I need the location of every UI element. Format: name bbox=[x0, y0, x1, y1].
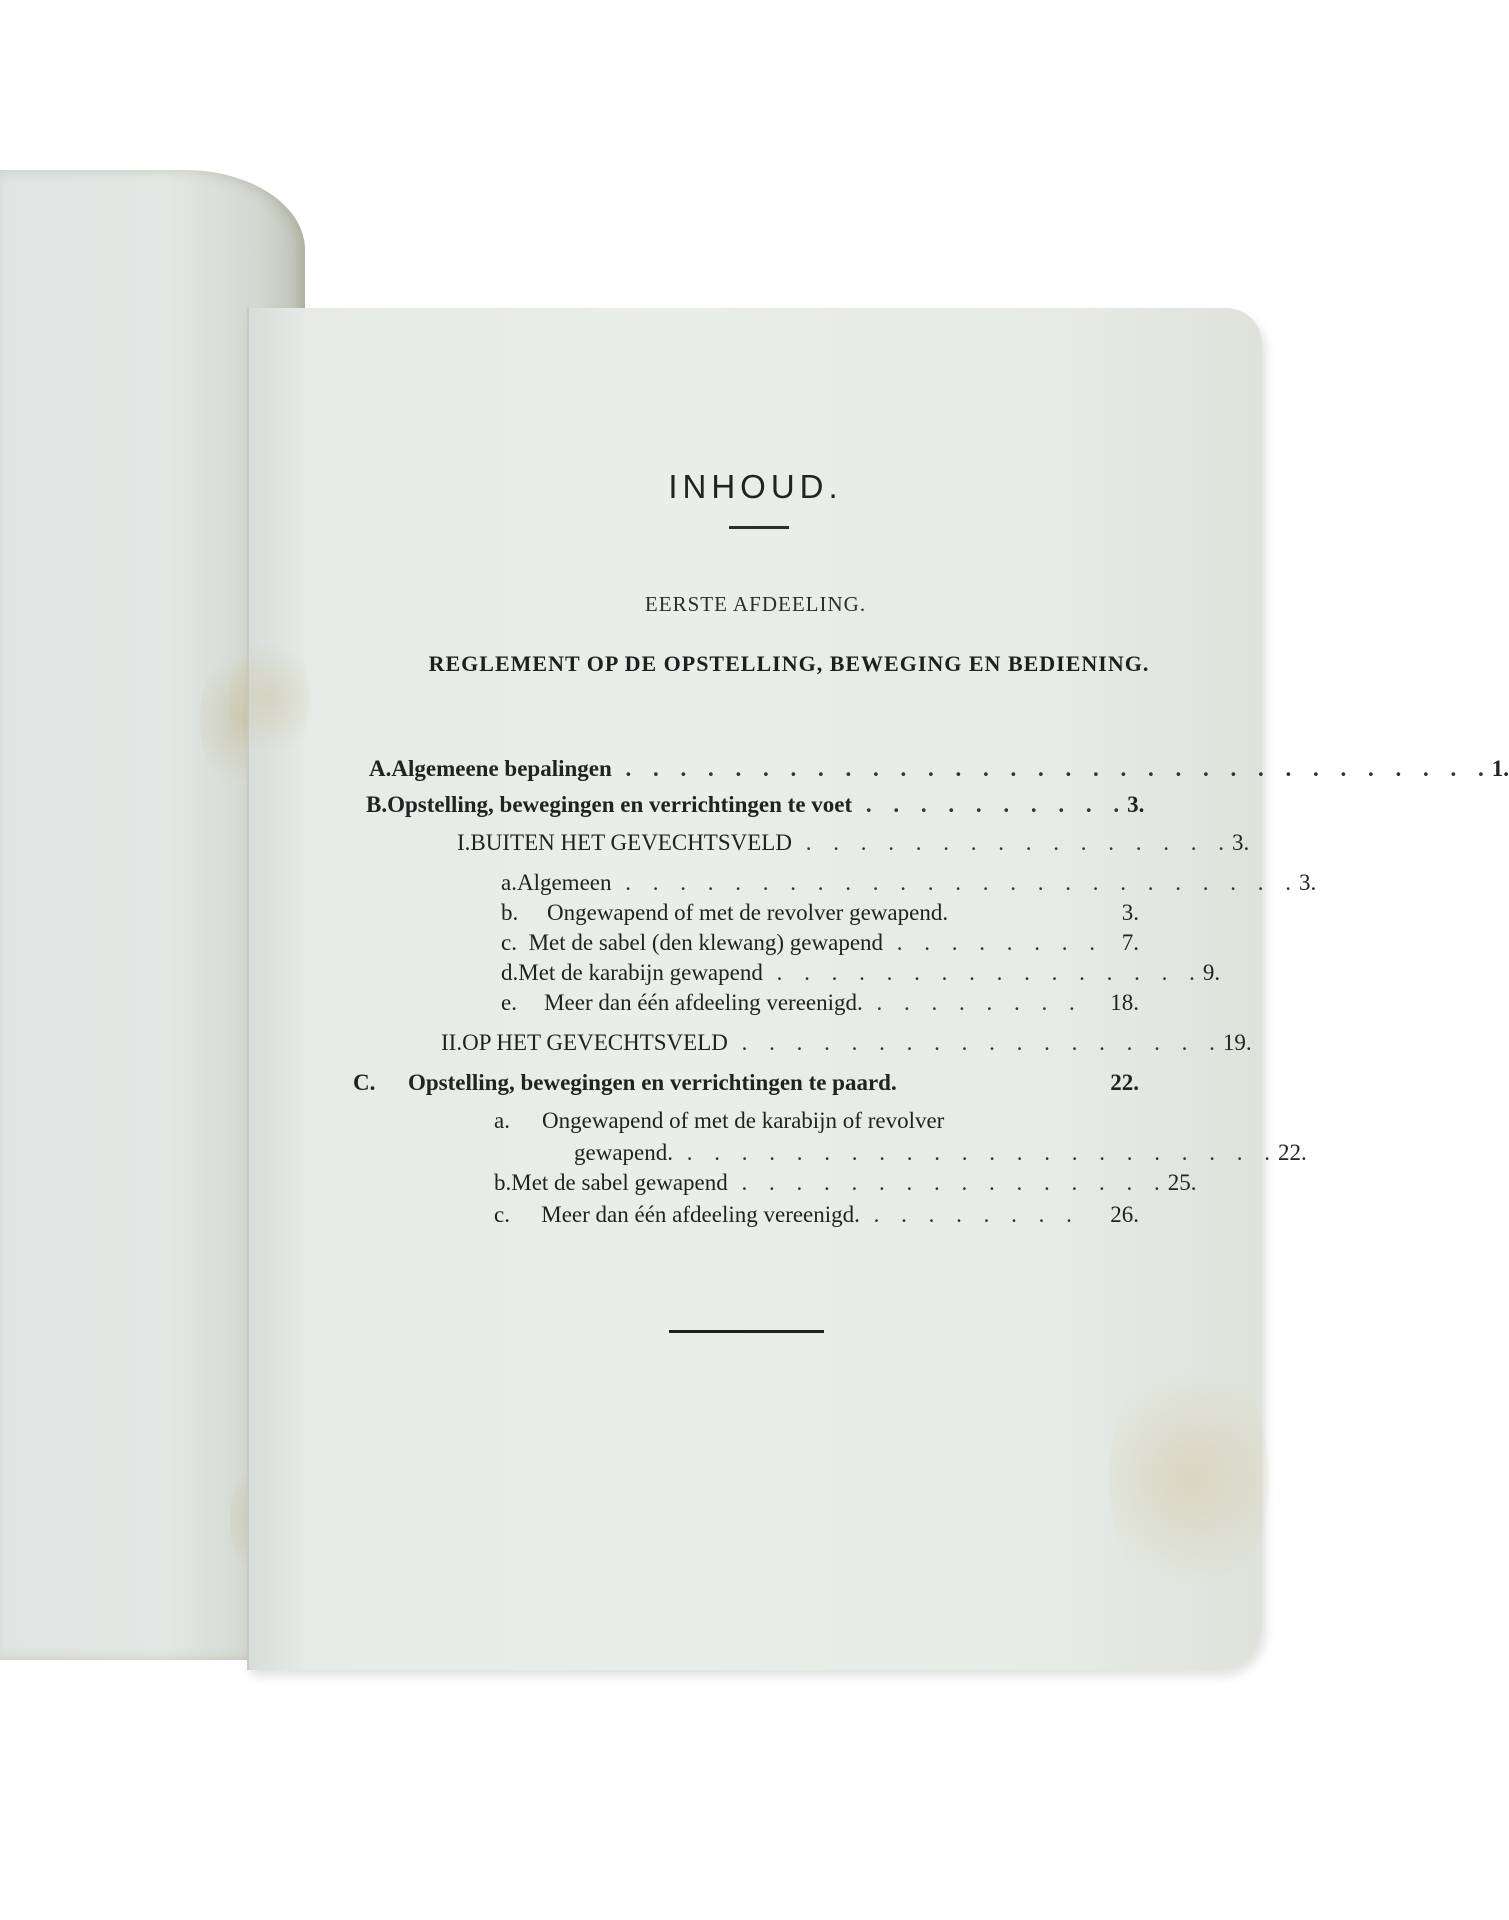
toc-marker: B. bbox=[366, 792, 388, 817]
toc-marker: c. bbox=[501, 930, 517, 955]
toc-marker: a. bbox=[501, 870, 517, 895]
toc-marker: I. bbox=[457, 830, 471, 855]
toc-marker: b. bbox=[501, 900, 519, 925]
leader-dots: . . . . . . . . . . . . . . . . bbox=[762, 960, 1203, 985]
toc-label: Meer dan één afdeeling vereenigd. bbox=[544, 990, 863, 1015]
toc-page: 18. bbox=[1110, 990, 1139, 1015]
toc-page: 1. bbox=[1491, 756, 1509, 781]
toc-label: Met de sabel (den klewang) gewapend bbox=[528, 930, 884, 955]
closing-rule bbox=[669, 1330, 824, 1333]
toc-label: Ongewapend of met de karabijn of revolver bbox=[542, 1108, 945, 1133]
toc-marker: II. bbox=[441, 1030, 463, 1055]
toc-entry bbox=[369, 756, 1509, 782]
toc-entry bbox=[501, 960, 1221, 986]
toc-label: Met de sabel gewapend bbox=[511, 1170, 728, 1195]
toc-page: 7. bbox=[1121, 930, 1139, 955]
toc-page: 3. bbox=[1298, 870, 1317, 895]
toc-page: 26. bbox=[1110, 1202, 1139, 1227]
toc-label: Ongewapend of met de revolver gewapend. bbox=[547, 900, 949, 925]
toc-page: 25. bbox=[1167, 1170, 1197, 1195]
toc-label: Algemeene bepalingen bbox=[391, 756, 612, 781]
toc-entry bbox=[501, 870, 1317, 896]
leader-dots: . . . . . . . . bbox=[883, 930, 1104, 955]
leader-dots: . . . . . . . . . . bbox=[852, 792, 1128, 817]
page-title: INHOUD. bbox=[668, 468, 843, 505]
toc-label: OP HET GEVECHTSVELD bbox=[462, 1030, 728, 1055]
title-rule bbox=[729, 526, 789, 529]
toc-entry bbox=[574, 1140, 1307, 1166]
toc-page: 22. bbox=[1278, 1140, 1307, 1165]
toc-marker: e. bbox=[501, 990, 517, 1015]
right-page bbox=[247, 308, 1509, 1670]
toc-marker: d. bbox=[501, 960, 519, 985]
leader-dots: . . . . . . . . . . . . . . . . . . . . . . . . . . . . . . . . bbox=[611, 756, 1492, 781]
toc-marker: C. bbox=[353, 1070, 376, 1095]
toc-label: BUITEN HET GEVECHTSVELD bbox=[470, 830, 792, 855]
toc-entry bbox=[494, 1202, 1139, 1228]
toc-label: Opstelling, bewegingen en verrichtingen te paard. bbox=[408, 1070, 897, 1095]
section-heading: REGLEMENT OP DE OPSTELLING, BEWEGING EN BEDIENING. bbox=[428, 651, 1150, 676]
leader-dots: . . . . . . . . . . . . . . . . bbox=[791, 830, 1232, 855]
toc-entry bbox=[501, 990, 1139, 1016]
toc-entry bbox=[457, 830, 1250, 856]
toc-marker: b. bbox=[494, 1170, 512, 1195]
toc-entry bbox=[441, 1030, 1252, 1056]
toc-entry bbox=[353, 1070, 1139, 1096]
toc-page: 3. bbox=[1231, 830, 1250, 855]
toc-page: 9. bbox=[1202, 960, 1221, 985]
toc-marker: A. bbox=[369, 756, 392, 781]
toc-label: Algemeen bbox=[516, 870, 612, 895]
toc-page: 19. bbox=[1222, 1030, 1252, 1055]
leader-dots: . . . . . . . . bbox=[859, 1202, 1080, 1227]
leader-dots: . . . . . . . . . . . . . . . . . . bbox=[727, 1030, 1223, 1055]
toc-entry bbox=[501, 930, 1139, 956]
toc-entry bbox=[366, 792, 1145, 818]
toc-entry bbox=[501, 900, 1139, 926]
leader-dots: . . . . . . . . bbox=[862, 990, 1083, 1015]
toc-label: Meer dan één afdeeling vereenigd. bbox=[541, 1202, 860, 1227]
toc-page: 3. bbox=[1121, 900, 1139, 925]
toc-label: gewapend. bbox=[574, 1140, 673, 1165]
table-of-contents bbox=[249, 308, 1509, 1670]
toc-page: 22. bbox=[1110, 1070, 1139, 1095]
toc-label: Opstelling, bewegingen en verrichtingen te voet bbox=[387, 792, 853, 817]
toc-page: 3. bbox=[1127, 792, 1145, 817]
leader-dots: . . . . . . . . . . . . . . . . . . . . . . . . . bbox=[611, 870, 1299, 895]
toc-marker: a. bbox=[494, 1108, 510, 1133]
toc-marker: c. bbox=[494, 1202, 510, 1227]
leader-dots: . . . . . . . . . . . . . . . . bbox=[727, 1170, 1168, 1195]
toc-label: Met de karabijn gewapend bbox=[518, 960, 763, 985]
leader-dots: . . . . . . . . . . . . . . . . . . . . . . bbox=[673, 1140, 1278, 1165]
toc-entry bbox=[494, 1170, 1197, 1196]
toc-entry bbox=[494, 1108, 1139, 1134]
section-title: EERSTE AFDEELING. bbox=[644, 592, 867, 616]
